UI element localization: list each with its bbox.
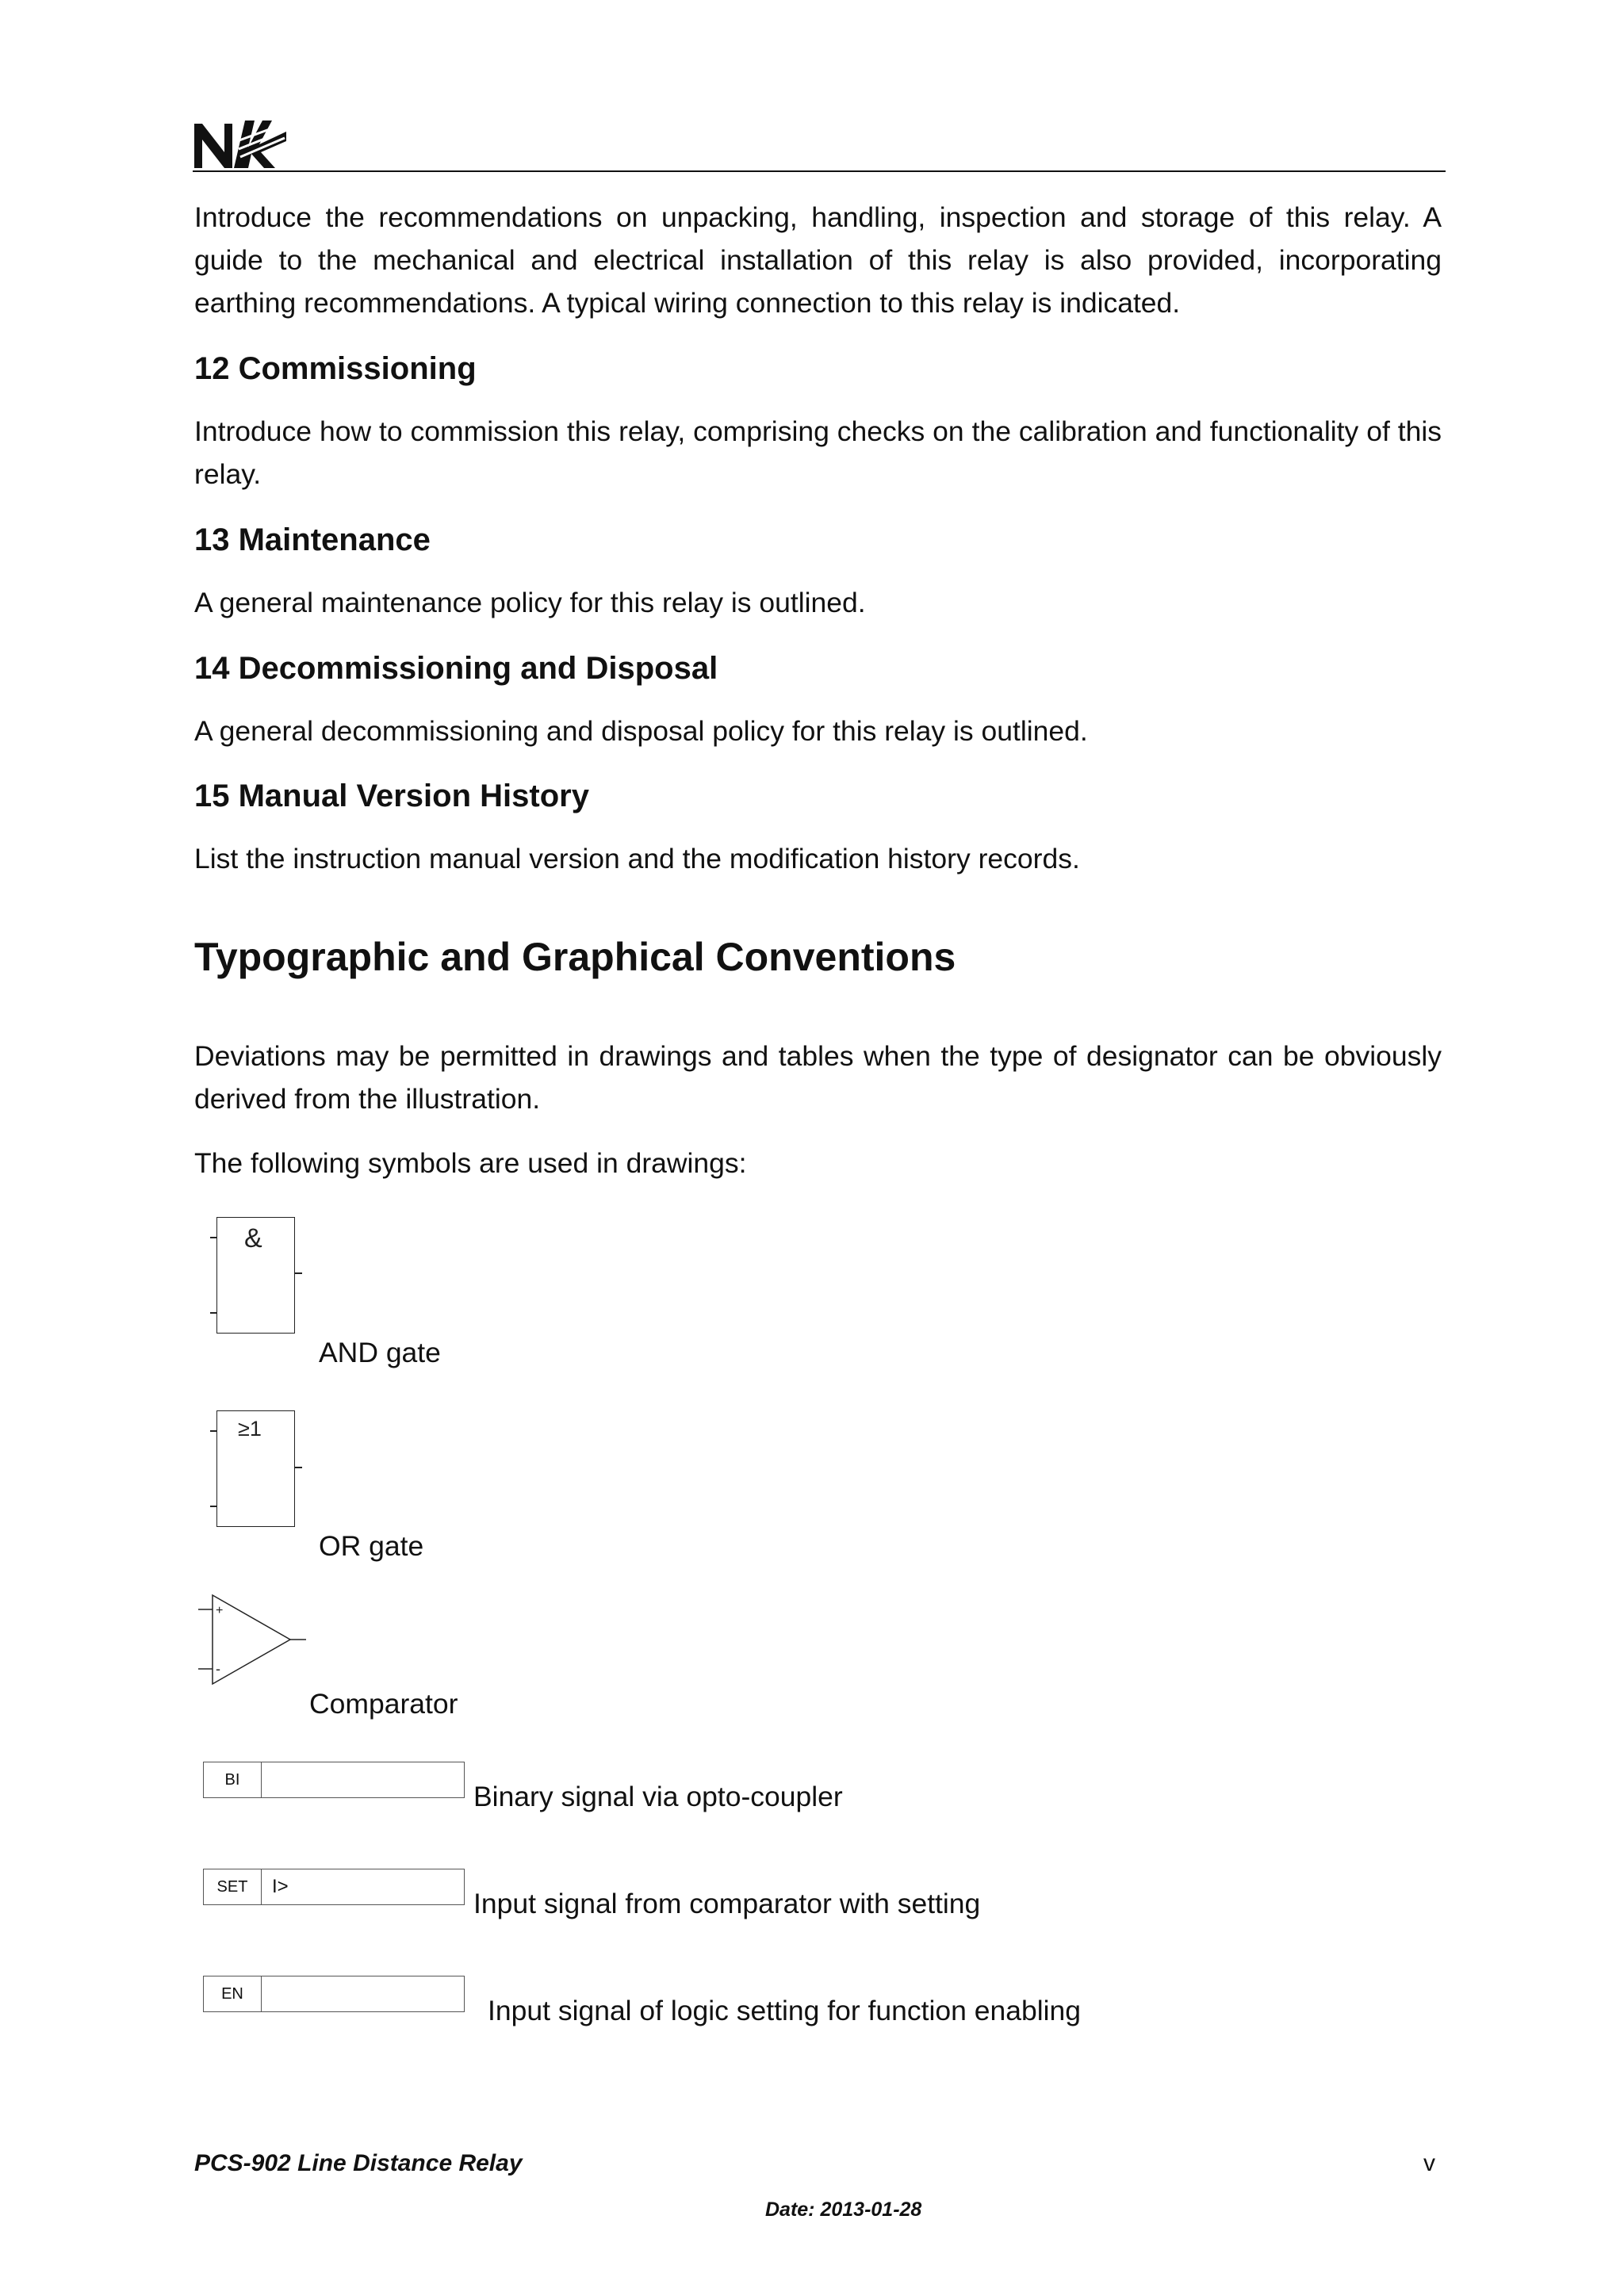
and-gate-label: AND gate xyxy=(319,1337,441,1368)
footer-date: Date: 2013-01-28 xyxy=(765,2198,922,2221)
section-text-maintenance: A general maintenance policy for this relay is outlined. xyxy=(194,587,866,618)
footer-document-title: PCS-902 Line Distance Relay xyxy=(194,2150,523,2176)
section-text-version-history: List the instruction manual version and the modification history records. xyxy=(194,843,1080,874)
bi-tag: BI xyxy=(204,1762,262,1797)
section-heading-commissioning: 12 Commissioning xyxy=(194,351,477,386)
comparator-minus: - xyxy=(216,1661,220,1677)
or-gate-label: OR gate xyxy=(319,1530,424,1562)
set-label: Input signal from comparator with setting xyxy=(473,1888,981,1919)
conventions-title: Typographic and Graphical Conventions xyxy=(194,935,956,979)
section-heading-decommissioning: 14 Decommissioning and Disposal xyxy=(194,651,718,686)
nr-logo xyxy=(193,117,288,170)
section-text-decommissioning: A general decommissioning and disposal policy for this relay is outlined. xyxy=(194,715,1088,747)
page-number: v xyxy=(1423,2150,1435,2176)
section-heading-version-history: 15 Manual Version History xyxy=(194,779,589,813)
or-gate-glyph: ≥1 xyxy=(238,1417,262,1441)
section-text-commissioning: Introduce how to commission this relay, comprising checks on the calibration and functionality of this relay. xyxy=(194,415,1442,490)
bi-signal-box xyxy=(203,1762,465,1798)
set-value: I> xyxy=(272,1876,289,1897)
header-rule xyxy=(193,170,1446,172)
conventions-paragraph: Deviations may be permitted in drawings and tables when the type of designator can be obviously derived from the illustration. xyxy=(194,1040,1442,1115)
symbols-intro: The following symbols are used in drawings: xyxy=(194,1147,747,1179)
intro-paragraph: Introduce the recommendations on unpacking, handling, inspection and storage of this relay. A guide to the mechanical and electrical installation of this relay is also provided, incorporating earthing recommendations. A typical wiring connection to this relay is indicated. xyxy=(194,201,1442,319)
en-label: Input signal of logic setting for function enabling xyxy=(488,1995,1081,2026)
bi-label: Binary signal via opto-coupler xyxy=(473,1781,843,1812)
comparator-symbol xyxy=(195,1594,308,1686)
and-gate-glyph: & xyxy=(244,1223,262,1253)
en-signal-box xyxy=(203,1976,465,2012)
section-heading-maintenance: 13 Maintenance xyxy=(194,522,431,557)
comparator-label: Comparator xyxy=(309,1688,458,1720)
en-tag: EN xyxy=(204,1976,262,2011)
comparator-plus: + xyxy=(216,1604,224,1617)
set-signal-box xyxy=(203,1869,465,1905)
set-tag: SET xyxy=(204,1869,262,1904)
